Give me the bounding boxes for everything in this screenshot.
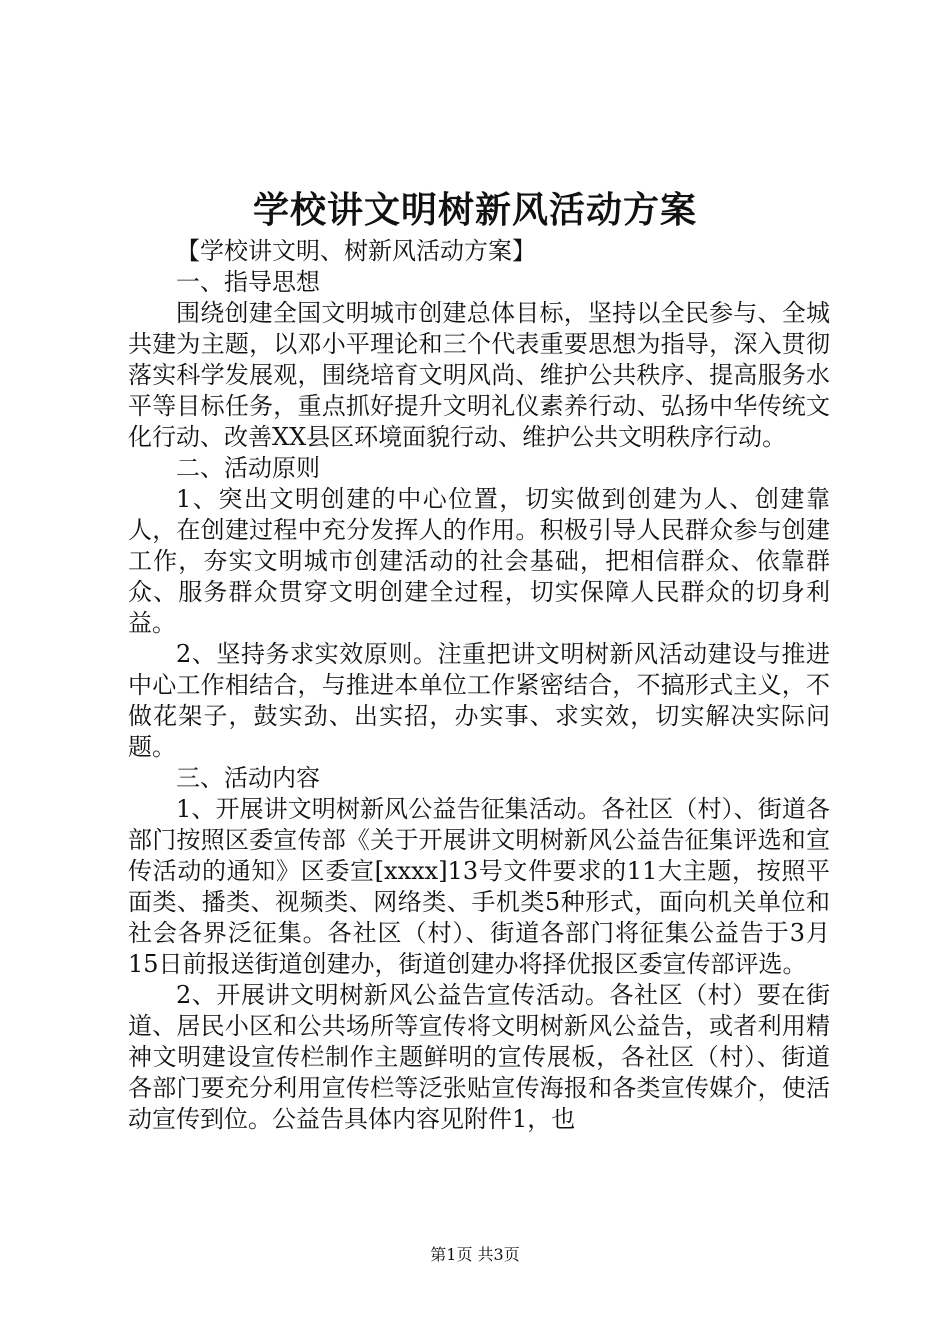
paragraph-content-2: 2、开展讲文明树新风公益告宣传活动。各社区（村）要在街道、居民小区和公共场所等宣传将文明树新风公益告，或者利用精神文明建设宣传栏制作主题鲜明的宣传展板，各社区（村）、街道各部门要充分利用宣传栏等泛张贴宣传海报和各类宣传媒介，使活动宣传到位。公益告具体内容见附件1，也 xyxy=(128,981,830,1133)
paragraph-principle-1: 1、突出文明创建的中心位置，切实做到创建为人、创建靠人，在创建过程中充分发挥人的作用。积极引导人民群众参与创建工作，夯实文明城市创建活动的社会基础，把相信群众、依靠群众、服务群众贯穿文明创建全过程，切实保障人民群众的切身利益。 xyxy=(128,485,830,637)
document-body xyxy=(128,236,830,1135)
paragraph-content-1: 1、开展讲文明树新风公益告征集活动。各社区（村）、街道各部门按照区委宣传部《关于开展讲文明树新风公益告征集评选和宣传活动的通知》区委宣[xxxx]13号文件要求的11大主题，按照平面类、播类、视频类、网络类、手机类5种形式，面向机关单位和社会各界泛征集。各社区（村）、街道各部门将征集公益告于3月15日前报送街道创建办，街道创建办将择优报区委宣传部评选。 xyxy=(128,795,830,978)
section-heading-guiding-ideology: 一、指导思想 xyxy=(176,268,320,296)
section-heading-content: 三、活动内容 xyxy=(176,764,320,792)
paragraph-guiding-ideology: 围绕创建全国文明城市创建总体目标，坚持以全民参与、全城共建为主题，以邓小平理论和三个代表重要思想为指导，深入贯彻落实科学发展观，围绕培育文明风尚、维护公共秩序、提高服务水平等目标任务，重点抓好提升文明礼仪素养行动、弘扬中华传统文化行动、改善XX县区环境面貌行动、维护公共文明秩序行动。 xyxy=(128,299,830,451)
document-title: 学校讲文明树新风活动方案 xyxy=(252,189,697,231)
page-number-footer: 第1页 共3页 xyxy=(430,1245,520,1264)
document-subtitle: 【学校讲文明、树新风活动方案】 xyxy=(176,237,536,265)
paragraph-principle-2: 2、坚持务求实效原则。注重把讲文明树新风活动建设与推进中心工作相结合，与推进本单位工作紧密结合，不搞形式主义，不做花架子，鼓实劲、出实招，办实事、求实效，切实解决实际问题。 xyxy=(128,640,830,761)
section-heading-principles: 二、活动原则 xyxy=(176,454,320,482)
